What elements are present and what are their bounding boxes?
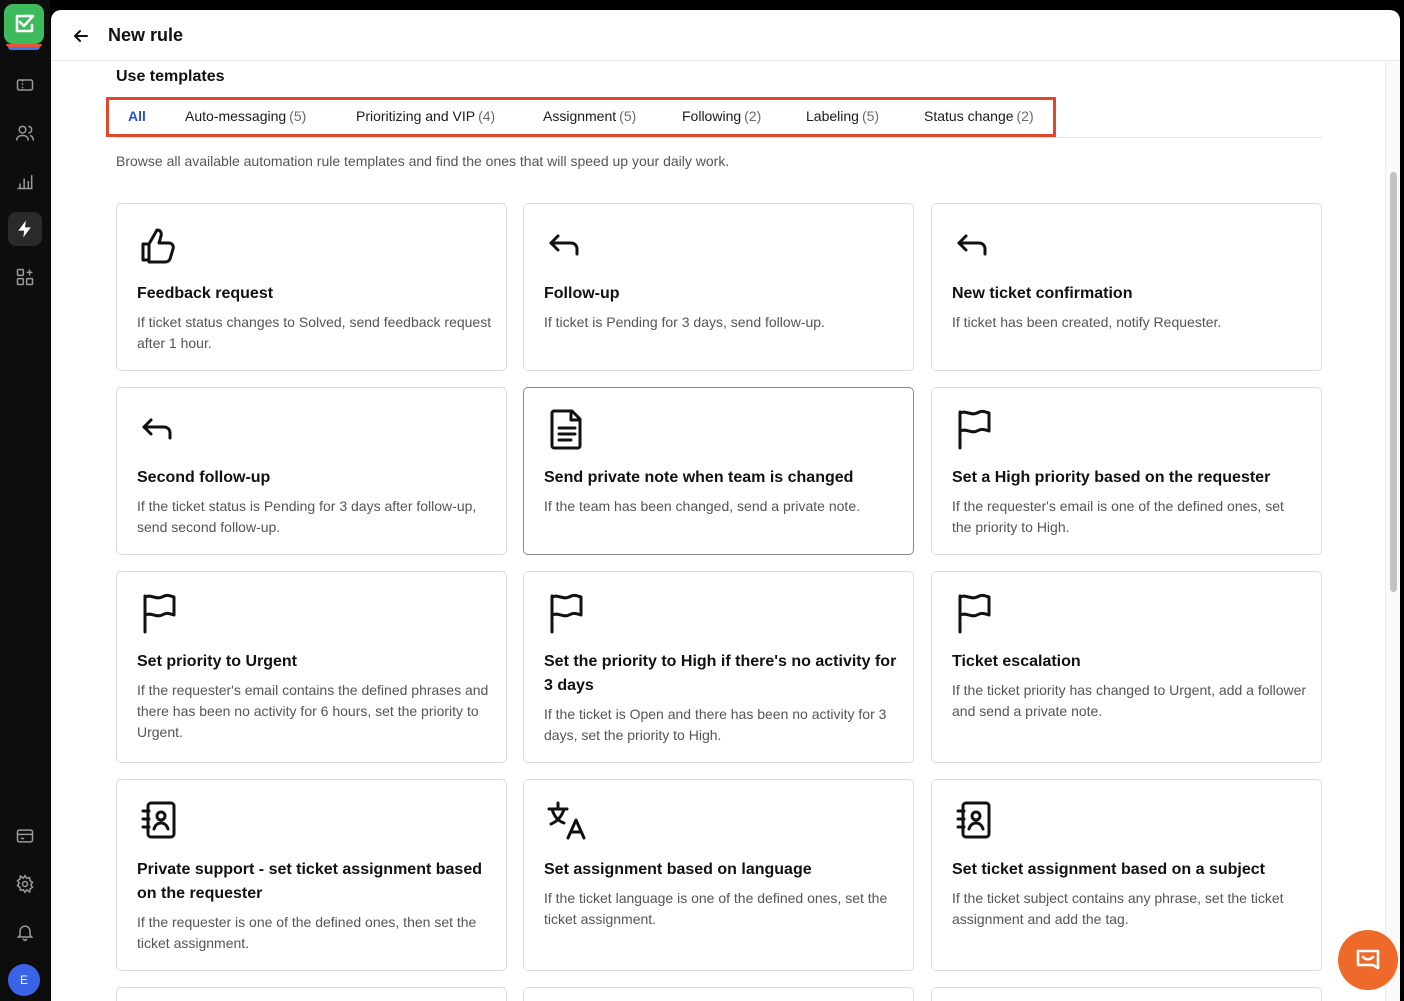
card-title: Set a High priority based on the requester — [952, 469, 1271, 486]
app-logo[interactable] — [4, 4, 44, 48]
main-window — [51, 10, 1400, 1001]
flag-icon — [952, 406, 998, 452]
card-description: If the ticket is Open and there has been no activity for 3 days, set the priority to High. — [544, 706, 887, 743]
reply-icon — [952, 222, 998, 268]
template-card-send-private-note[interactable] — [523, 387, 914, 555]
card-description: If the team has been changed, send a private note. — [544, 498, 860, 514]
thumbs-up-icon — [137, 222, 183, 268]
card-title: Private support - set ticket assignment based on the requester — [137, 861, 482, 902]
card-description: If the requester is one of the defined ones, then set the ticket assignment. — [137, 914, 477, 951]
contact-book-icon — [952, 798, 998, 844]
tab-following[interactable]: Following (2) — [682, 108, 762, 124]
template-card-second-follow-up[interactable] — [116, 387, 507, 555]
back-arrow-icon[interactable] — [71, 26, 91, 46]
contact-book-icon — [137, 798, 183, 844]
card-description: If the ticket priority has changed to Urgent, add a follower and send a private note. — [952, 682, 1307, 719]
card-title: Set priority to Urgent — [137, 653, 298, 670]
template-card-high-priority-requester[interactable] — [931, 387, 1322, 555]
card-title: Set ticket assignment based on a subject — [952, 861, 1265, 878]
card-description: If ticket is Pending for 3 days, send follow-up. — [544, 314, 825, 330]
scrollbar-thumb[interactable] — [1390, 172, 1397, 592]
flag-icon — [952, 590, 998, 636]
billing-icon[interactable] — [8, 819, 42, 853]
apps-icon[interactable] — [8, 260, 42, 294]
card-title: Feedback request — [137, 285, 274, 302]
template-card-language-assignment[interactable] — [523, 779, 914, 971]
tickets-icon[interactable] — [8, 68, 42, 102]
reply-icon — [544, 222, 590, 268]
flag-icon — [544, 590, 590, 636]
tab-status-change[interactable]: Status change (2) — [924, 108, 1034, 124]
tab-auto-messaging[interactable]: Auto-messaging (5) — [185, 108, 307, 124]
template-card-set-priority-urgent[interactable] — [116, 571, 507, 763]
tabs-highlight-box — [106, 97, 1056, 137]
card-description: If ticket has been created, notify Requester. — [952, 314, 1222, 330]
translate-icon — [544, 798, 590, 844]
template-card-high-no-activity[interactable] — [523, 571, 914, 763]
document-icon — [544, 406, 590, 452]
chat-icon — [1353, 945, 1383, 975]
tabs-divider — [116, 137, 1322, 138]
flag-icon — [137, 590, 183, 636]
user-avatar[interactable]: E — [8, 964, 40, 996]
reply-icon — [137, 406, 183, 452]
reports-icon[interactable] — [8, 164, 42, 198]
card-title: New ticket confirmation — [952, 285, 1133, 302]
template-card-subject-assignment[interactable] — [931, 779, 1322, 971]
card-title: Set the priority to High if there's no activity for 3 days — [544, 653, 897, 694]
settings-icon[interactable] — [8, 867, 42, 901]
chat-widget-button[interactable] — [1338, 930, 1398, 990]
tab-all[interactable]: All — [128, 108, 146, 124]
template-card-new-ticket-confirmation[interactable] — [931, 203, 1322, 371]
template-card-private-support[interactable] — [116, 779, 507, 971]
page-title: New rule — [108, 25, 184, 45]
customers-icon[interactable] — [8, 116, 42, 150]
template-card-ticket-escalation[interactable] — [931, 571, 1322, 763]
card-description: If the ticket subject contains any phrase, set the ticket assignment and add the tag. — [952, 890, 1284, 927]
template-card-partial[interactable] — [931, 987, 1322, 1001]
template-card-partial[interactable] — [116, 987, 507, 1001]
card-description: If the ticket language is one of the defined ones, set the ticket assignment. — [544, 890, 888, 927]
template-card-follow-up[interactable] — [523, 203, 914, 371]
template-card-feedback-request[interactable] — [116, 203, 507, 371]
notifications-icon[interactable] — [8, 915, 42, 949]
section-description: Browse all available automation rule templates and find the ones that will speed up your daily work. — [116, 153, 730, 169]
card-title: Send private note when team is changed — [544, 469, 854, 486]
card-title: Follow-up — [544, 285, 620, 302]
template-card-partial[interactable] — [523, 987, 914, 1001]
tab-prioritizing-vip[interactable]: Prioritizing and VIP (4) — [356, 108, 496, 124]
tab-assignment[interactable]: Assignment (5) — [543, 108, 637, 124]
section-title: Use templates — [116, 68, 225, 85]
tab-labeling[interactable]: Labeling (5) — [806, 108, 880, 124]
automation-icon[interactable] — [8, 212, 42, 246]
header — [51, 10, 1400, 61]
card-title: Second follow-up — [137, 469, 271, 486]
card-description: If the ticket status is Pending for 3 days after follow-up, send second follow-up. — [137, 498, 477, 535]
card-description: If the requester's email is one of the defined ones, set the priority to High. — [952, 498, 1284, 535]
card-title: Set assignment based on language — [544, 861, 812, 878]
scrollbar[interactable] — [1385, 62, 1400, 1001]
sidebar — [0, 0, 50, 1001]
card-description: If the requester's email contains the defined phrases and there has been no activity for 6 hours, set the priority to Urgent. — [137, 682, 489, 740]
card-description: If ticket status changes to Solved, send feedback request after 1 hour. — [137, 314, 492, 351]
card-title: Ticket escalation — [952, 653, 1081, 670]
